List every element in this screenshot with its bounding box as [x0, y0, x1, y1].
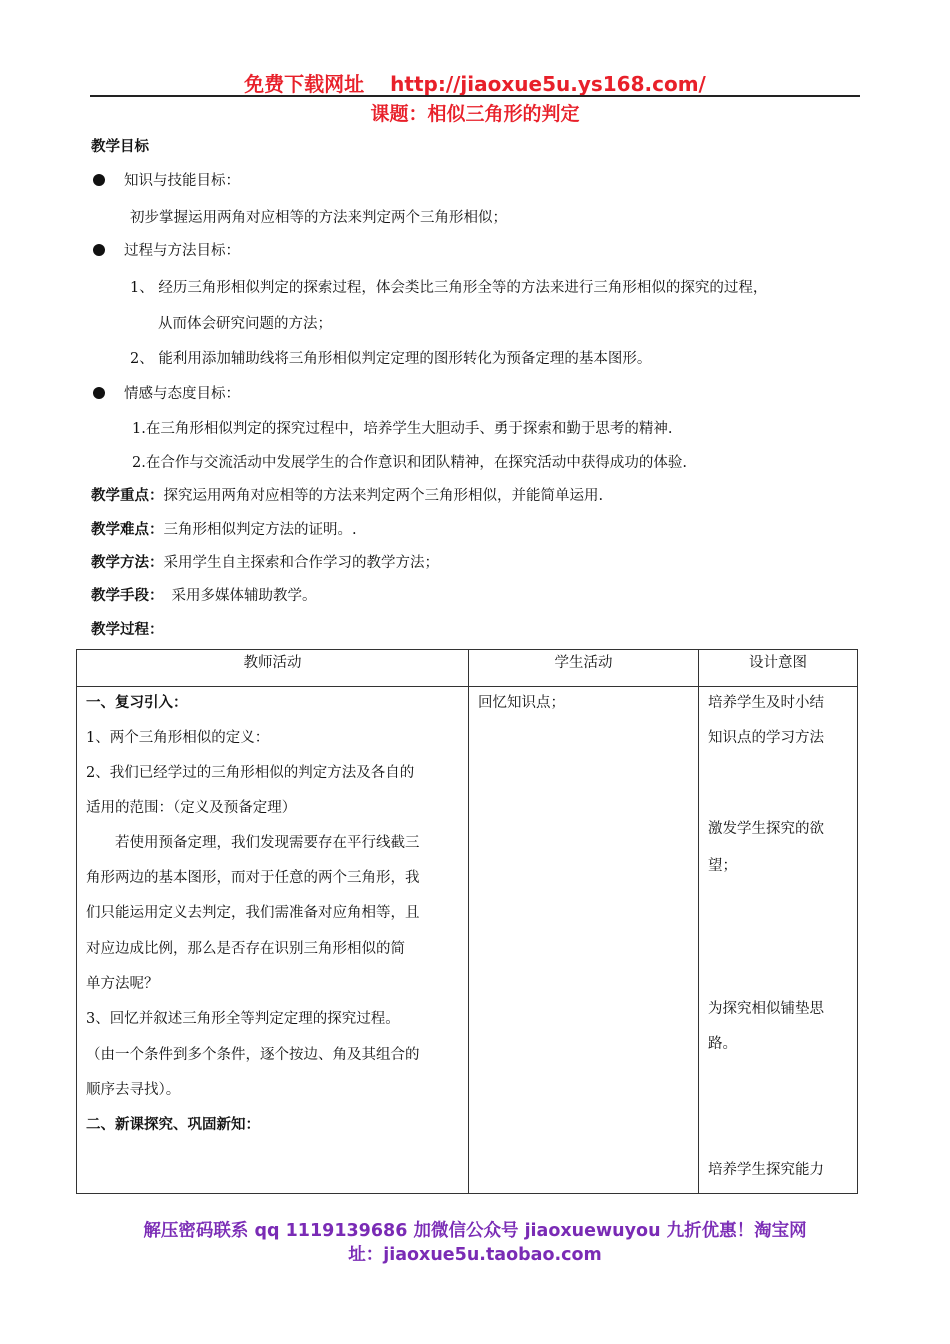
teacher-line: 若使用预备定理，我们发现需要存在平行线截三 [115, 835, 420, 851]
teacher-line: 角形两边的基本图形，而对于任意的两个三角形，我 [86, 870, 420, 886]
teacher-line: 二、新课探究、巩固新知： [86, 1117, 260, 1133]
teacher-line: 对应边成比例，那么是否存在识别三角形相似的简 [86, 941, 405, 957]
teacher-line: 单方法呢？ [86, 976, 159, 992]
page-footer [0, 1219, 950, 1267]
page-title: 课题：相似三角形的判定 [370, 103, 580, 125]
method-label: 教学方法： [91, 555, 164, 571]
design-line: 为探究相似铺垫思 [708, 1001, 824, 1017]
process-item-2: 2、 能利用添加辅助线将三角形相似判定定理的图形转化为预备定理的基本图形。 [130, 351, 652, 367]
teacher-line: 顺序去寻找）。 [86, 1082, 181, 1098]
student-line: 回忆知识点； [478, 695, 565, 711]
header-design-intent: 设计意图 [699, 650, 858, 687]
table-header-row [77, 650, 858, 687]
teacher-line: 1、两个三角形相似的定义： [86, 730, 270, 746]
header-student-activity: 学生活动 [469, 650, 699, 687]
footer-line-1: 解压密码联系 qq 1119139686 加微信公众号 jiaoxuewuyou 九折优惠！淘宝网 [143, 1221, 807, 1241]
teacher-line: 们只能运用定义去判定，我们需准备对应角相等，且 [86, 905, 420, 921]
footer-line-2: 址：jiaoxue5u.taobao.com [348, 1245, 602, 1265]
focus-label: 教学重点： [91, 488, 164, 504]
page-header [0, 68, 950, 97]
means-label: 教学手段： [91, 588, 164, 604]
design-intent-cell [699, 687, 858, 1194]
process-item-1: 1、 经历三角形相似判定的探索过程，体会类比三角形全等的方法来进行三角形相似的探究的过程， [130, 280, 768, 296]
design-line: 路。 [708, 1036, 737, 1052]
process-label: 过程与方法目标： [124, 243, 240, 259]
bullet-icon [93, 174, 105, 186]
teacher-line: 2、我们已经学过的三角形相似的判定方法及各自的 [86, 765, 415, 781]
process-item-1-cont: 从而体会研究问题的方法； [158, 316, 332, 332]
header-rule [90, 95, 860, 97]
means-row [91, 587, 317, 605]
objectives-heading: 教学目标 [91, 139, 149, 155]
teacher-line: 3、回忆并叙述三角形全等判定定理的探究过程。 [86, 1011, 400, 1027]
design-line: 知识点的学习方法 [708, 730, 824, 746]
emotion-item-1: 1.在三角形相似判定的探究过程中，培养学生大胆动手、勇于探索和勤于思考的精神. [132, 421, 673, 437]
design-line: 激发学生探究的欲 [708, 821, 824, 837]
difficulty-text: 三角形相似判定方法的证明。. [163, 522, 357, 538]
means-text: 采用多媒体辅助教学。 [171, 588, 317, 604]
design-line: 望； [708, 858, 737, 874]
emotion-item-2: 2.在合作与交流活动中发展学生的合作意识和团队精神，在探究活动中获得成功的体验. [132, 455, 687, 471]
difficulty-row [91, 521, 357, 539]
difficulty-label: 教学难点： [91, 522, 164, 538]
teacher-line: 适用的范围：（定义及预备定理） [86, 800, 297, 816]
lesson-process-table [76, 649, 858, 1194]
header-url-link[interactable]: http://jiaoxue5u.ys168.com/ [390, 72, 706, 96]
student-activity-cell [469, 687, 699, 1194]
design-line: 培养学生及时小结 [708, 695, 824, 711]
teacher-line: （由一个条件到多个条件，逐个按边、角及其组合的 [86, 1047, 420, 1063]
bullet-icon [93, 387, 105, 399]
design-line: 培养学生探究能力 [708, 1162, 824, 1178]
knowledge-text: 初步掌握运用两角对应相等的方法来判定两个三角形相似； [130, 210, 507, 226]
emotion-label: 情感与态度目标： [124, 386, 240, 402]
bullet-icon [93, 244, 105, 256]
process-heading: 教学过程： [91, 622, 164, 638]
teacher-activity-cell [77, 687, 469, 1194]
focus-text: 探究运用两角对应相等的方法来判定两个三角形相似，并能简单运用. [163, 488, 604, 504]
header-label: 免费下载网址 [244, 72, 365, 96]
focus-row [91, 487, 603, 505]
header-teacher-activity: 教师活动 [77, 650, 469, 687]
teacher-line: 一、复习引入： [86, 695, 188, 711]
table-row [77, 687, 858, 1194]
knowledge-label: 知识与技能目标： [124, 173, 240, 189]
method-text: 采用学生自主探索和合作学习的教学方法； [163, 555, 439, 571]
method-row [91, 554, 439, 572]
